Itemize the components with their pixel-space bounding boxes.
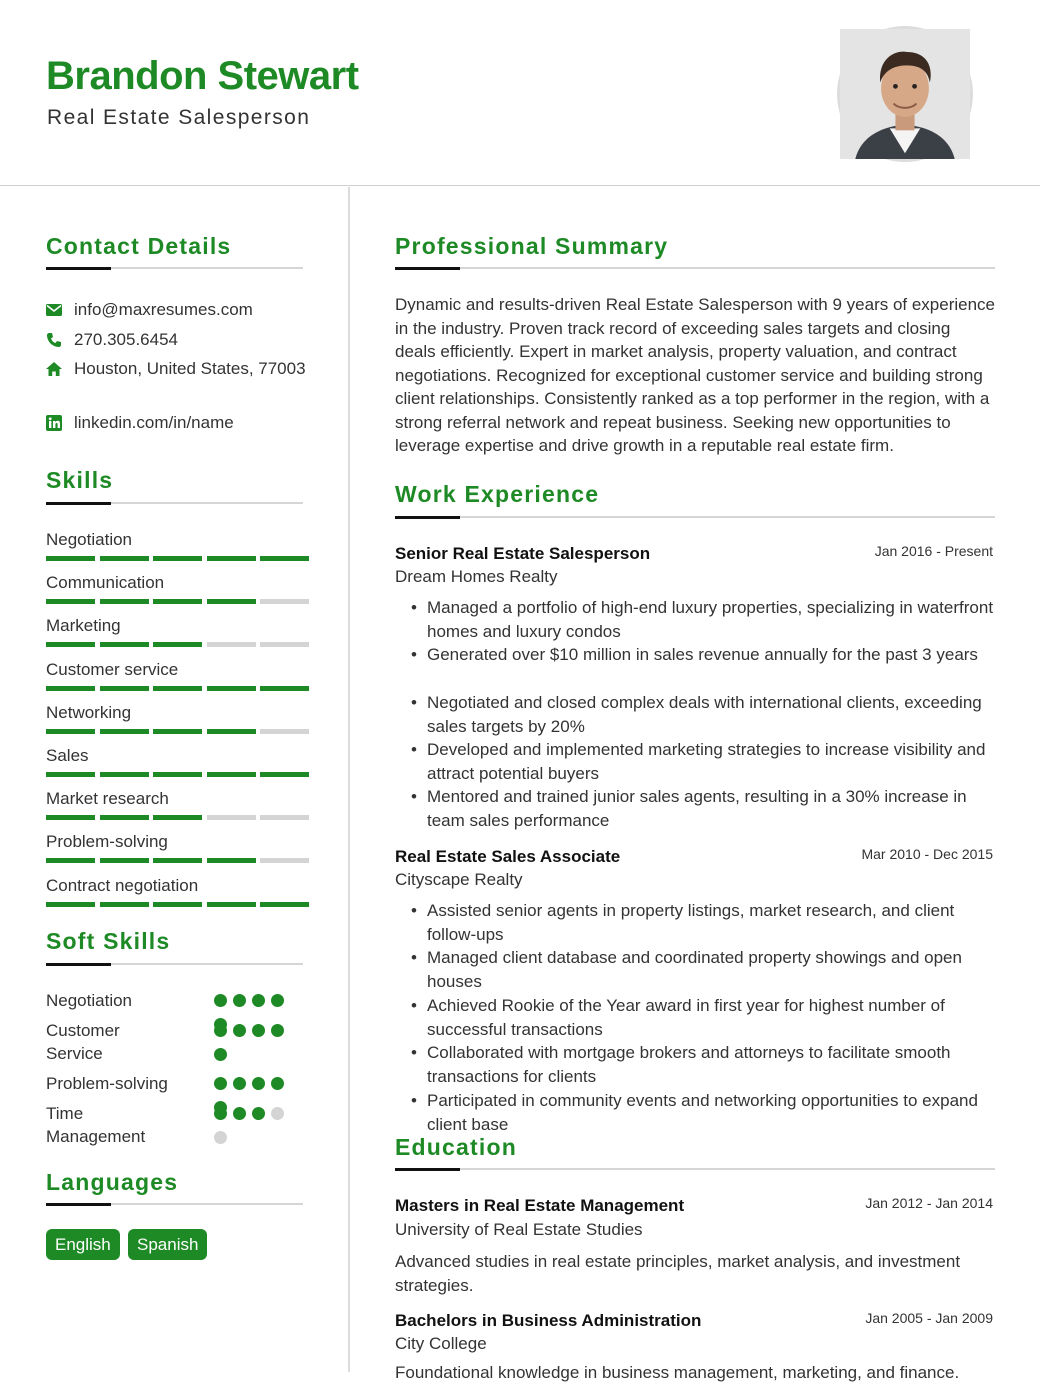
job-bullet: • Mentored and trained junior sales agents, resulting in a 30% increase in team sales performance	[411, 785, 996, 832]
soft-skill-rating-dot	[214, 994, 227, 1007]
soft-skill-rating-dot	[271, 1024, 284, 1037]
job-company: Dream Homes Realty	[395, 567, 558, 586]
job-bullet: • Managed a portfolio of high-end luxury properties, specializing in waterfront homes and luxury condos	[411, 596, 996, 643]
skill-level-segment	[46, 599, 95, 604]
contact-address-text: Houston, United States, 77003	[74, 359, 306, 378]
contact-phone-text: 270.305.6454	[74, 330, 178, 349]
skills-rule	[46, 502, 303, 504]
job-title: Real Estate Sales Associate	[395, 847, 621, 866]
soft-skill-rating-dot	[252, 1024, 265, 1037]
skill-level-segment	[153, 599, 202, 604]
skill-item	[46, 659, 302, 681]
soft-skill-rating-dot	[233, 994, 246, 1007]
skill-level-segment	[46, 858, 95, 863]
job-bullet: • Developed and implemented marketing strategies to increase visibility and attract potential buyers	[411, 738, 996, 785]
skill-level-segment	[260, 772, 309, 777]
soft-skill-rating-dot	[214, 1024, 227, 1037]
job-bullet: • Assisted senior agents in property listings, market research, and client follow-ups	[411, 899, 996, 946]
skill-label: Negotiation	[46, 530, 133, 549]
contact-linkedin-text: linkedin.com/in/name	[74, 413, 234, 432]
skills-heading: Skills	[46, 467, 114, 493]
skill-level-segment	[100, 642, 149, 647]
skill-level-segment	[100, 556, 149, 561]
education-description: Foundational knowledge in business management, marketing, and finance.	[395, 1363, 960, 1382]
skill-label: Marketing	[46, 616, 121, 635]
job-bullet: • Negotiated and closed complex deals with international clients, exceeding sales targets by 20%	[411, 691, 996, 738]
skill-level-segment	[153, 729, 202, 734]
skill-level-segment	[153, 815, 202, 820]
soft-skill-rating-dot	[271, 994, 284, 1007]
skill-level-segment	[46, 815, 95, 820]
skill-label: Networking	[46, 703, 132, 722]
phone-icon	[46, 332, 62, 348]
languages-heading: Languages	[46, 1169, 179, 1195]
languages-rule	[46, 1203, 303, 1205]
skill-level-segment	[46, 642, 95, 647]
education-heading: Education	[395, 1134, 517, 1160]
skill-level-meter	[46, 556, 302, 561]
skill-level-segment	[207, 599, 256, 604]
skill-level-segment	[260, 686, 309, 691]
skill-level-segment	[100, 772, 149, 777]
email-icon	[46, 302, 62, 318]
skill-level-meter	[46, 642, 302, 647]
soft-skill-rating-dot	[252, 994, 265, 1007]
job-bullet: • Managed client database and coordinated property showings and open houses	[411, 946, 996, 993]
skill-item	[46, 529, 302, 551]
skill-label: Market research	[46, 789, 169, 808]
soft-skill-rating-dot	[214, 1077, 227, 1090]
home-icon	[46, 361, 62, 377]
skill-level-segment	[46, 556, 95, 561]
contact-rule	[46, 267, 303, 269]
soft-skill-rating-dot	[214, 1048, 227, 1061]
summary-rule	[395, 267, 995, 269]
experience-rule	[395, 516, 995, 518]
soft-skills-rule	[46, 963, 303, 965]
skill-item	[46, 615, 302, 637]
soft-skill-item	[46, 1102, 306, 1148]
summary-heading: Professional Summary	[395, 233, 669, 259]
skill-level-meter	[46, 772, 302, 777]
skill-level-segment	[207, 642, 256, 647]
soft-skill-item	[46, 1019, 306, 1065]
skill-level-segment	[207, 902, 256, 907]
candidate-name: Brandon Stewart	[46, 54, 359, 98]
soft-skill-rating-dot	[233, 1107, 246, 1120]
skill-level-segment	[260, 642, 309, 647]
skill-level-meter	[46, 815, 302, 820]
job-date: Jan 2016 - Present	[874, 543, 993, 559]
education-degree: Masters in Real Estate Management	[395, 1196, 685, 1215]
summary-text: Dynamic and results-driven Real Estate Salesperson with 9 years of experience in the industry. Proven track record of exceeding sales targets and closing deals efficiently. Expert in market analysis, property valuation, and contract negotiations. Recognized for exceptional customer service and building strong client relationships. Consistently ranked as a top performer in the region, with a strong referral network and repeat business. Seeking new opportunities to leverage expertise and drive growth in a reputable real estate firm.	[395, 295, 996, 455]
skill-level-segment	[153, 772, 202, 777]
skill-level-segment	[207, 858, 256, 863]
avatar-portrait-icon	[840, 29, 970, 159]
contact-email-text: info@maxresumes.com	[74, 300, 253, 319]
skill-level-meter	[46, 729, 302, 734]
skill-level-segment	[46, 686, 95, 691]
skill-level-segment	[153, 556, 202, 561]
skill-level-segment	[207, 556, 256, 561]
job-bullet: • Participated in community events and networking opportunities to expand client base	[411, 1089, 996, 1136]
skill-label: Sales	[46, 746, 89, 765]
soft-skill-rating-dot	[252, 1107, 265, 1120]
soft-skill-label: Problem-solving	[46, 1074, 168, 1093]
skill-level-segment	[46, 772, 95, 777]
education-date: Jan 2012 - Jan 2014	[865, 1195, 993, 1211]
soft-skill-rating-dot	[233, 1077, 246, 1090]
skill-item	[46, 831, 302, 853]
education-rule	[395, 1168, 995, 1170]
contact-address	[46, 357, 306, 405]
job-bullet: • Achieved Rookie of the Year award in first year for highest number of successful transactions	[411, 994, 996, 1041]
soft-skill-rating-dot	[271, 1077, 284, 1090]
education-date: Jan 2005 - Jan 2009	[865, 1310, 993, 1326]
skill-label: Problem-solving	[46, 832, 168, 851]
column-divider	[348, 187, 350, 1372]
language-tag: English	[46, 1229, 120, 1260]
skill-level-segment	[100, 729, 149, 734]
skill-level-segment	[100, 858, 149, 863]
education-school: University of Real Estate Studies	[395, 1220, 643, 1239]
skill-level-segment	[260, 858, 309, 863]
skill-level-segment	[207, 772, 256, 777]
skill-label: Customer service	[46, 660, 179, 679]
skill-level-segment	[207, 729, 256, 734]
skill-level-meter	[46, 902, 302, 907]
soft-skills-heading: Soft Skills	[46, 928, 171, 954]
skill-level-segment	[100, 815, 149, 820]
education-degree: Bachelors in Business Administration	[395, 1311, 702, 1330]
skill-label: Communication	[46, 573, 165, 592]
skill-item	[46, 745, 302, 767]
skill-level-segment	[260, 599, 309, 604]
skill-level-meter	[46, 599, 302, 604]
skill-level-segment	[260, 556, 309, 561]
soft-skill-label: Customer Service	[46, 1021, 120, 1063]
skill-level-segment	[260, 815, 309, 820]
skill-level-meter	[46, 686, 302, 691]
skill-level-segment	[207, 686, 256, 691]
soft-skill-rating-dot	[214, 1131, 227, 1144]
skill-item	[46, 875, 302, 897]
skill-label: Contract negotiation	[46, 876, 199, 895]
job-bullet: • Collaborated with mortgage brokers and attorneys to facilitate smooth transactions for clients	[411, 1041, 996, 1088]
soft-skill-item	[46, 1072, 306, 1095]
skill-level-segment	[207, 815, 256, 820]
skill-item	[46, 788, 302, 810]
skill-level-segment	[100, 902, 149, 907]
avatar	[837, 26, 973, 162]
soft-skill-item	[46, 989, 306, 1012]
skill-level-segment	[153, 642, 202, 647]
skill-level-segment	[100, 686, 149, 691]
skill-level-meter	[46, 858, 302, 863]
education-description: Advanced studies in real estate principles, market analysis, and investment strategies.	[395, 1252, 961, 1295]
job-date: Mar 2010 - Dec 2015	[861, 846, 993, 862]
soft-skill-rating-dot	[271, 1107, 284, 1120]
skill-item	[46, 702, 302, 724]
language-tag: Spanish	[128, 1229, 207, 1260]
soft-skill-label: Negotiation	[46, 991, 133, 1010]
candidate-title: Real Estate Salesperson	[47, 106, 311, 129]
skill-level-segment	[153, 858, 202, 863]
contact-heading: Contact Details	[46, 233, 232, 259]
linkedin-icon	[46, 415, 62, 431]
skill-level-segment	[260, 902, 309, 907]
skill-level-segment	[153, 902, 202, 907]
skill-level-segment	[100, 599, 149, 604]
skill-level-segment	[46, 729, 95, 734]
skill-level-segment	[153, 686, 202, 691]
soft-skill-rating-dot	[252, 1077, 265, 1090]
soft-skill-rating-dot	[214, 1107, 227, 1120]
job-company: Cityscape Realty	[395, 870, 523, 889]
soft-skill-label: Time Management	[46, 1104, 146, 1146]
job-title: Senior Real Estate Salesperson	[395, 544, 651, 563]
skill-item	[46, 572, 302, 594]
experience-heading: Work Experience	[395, 481, 600, 507]
job-bullet: • Generated over $10 million in sales revenue annually for the past 3 years	[411, 643, 996, 667]
skill-level-segment	[46, 902, 95, 907]
resume-header	[0, 0, 1040, 186]
education-school: City College	[395, 1334, 487, 1353]
skill-level-segment	[260, 729, 309, 734]
soft-skill-rating-dot	[233, 1024, 246, 1037]
